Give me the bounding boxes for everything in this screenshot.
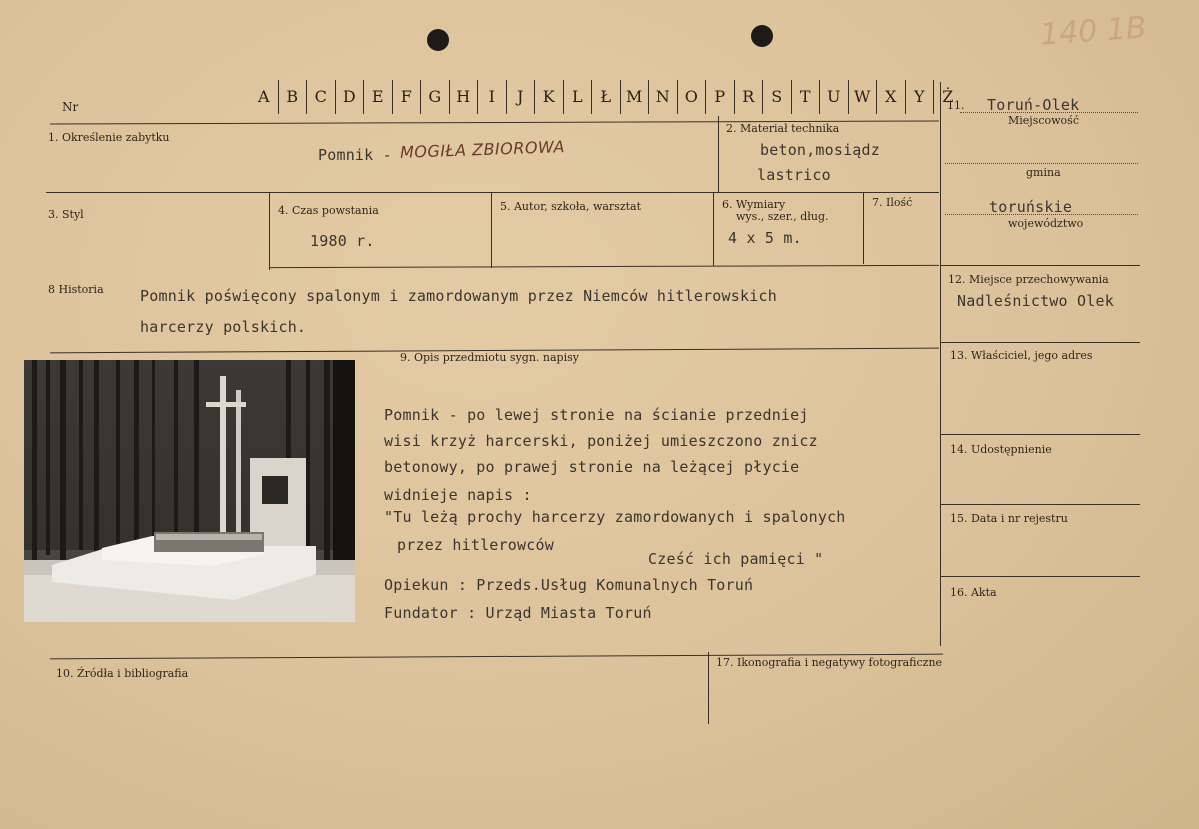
alphabet-letter-c: C (307, 80, 336, 114)
alphabet-letter-i: I (478, 80, 507, 114)
alphabet-letter-e: E (364, 80, 393, 114)
field-12-label: 12. Miejsce przechowywania (948, 273, 1109, 286)
rule-f5-f6 (713, 192, 714, 266)
alphabet-letter-y: Y (906, 80, 935, 114)
field-4-label: 4. Czas powstania (278, 204, 379, 217)
rule-f1-f2 (718, 116, 719, 192)
alphabet-letter-j: J (507, 80, 536, 114)
field-11-locality-value: Toruń-Olek (987, 96, 1080, 114)
dotted-gmina (945, 163, 1138, 164)
rule-right-4 (940, 504, 1140, 505)
field-11-gmina-sublabel: gmina (1026, 166, 1061, 179)
field-9-line-9: Fundator : Urząd Miasta Toruń (384, 604, 652, 622)
alphabet-letter-k: K (535, 80, 564, 114)
field-13-label: 13. Właściciel, jego adres (950, 349, 1093, 362)
alphabet-letter-s: S (763, 80, 792, 114)
alphabet-letter-x: X (877, 80, 906, 114)
field-1-value-typed: Pomnik - (318, 146, 392, 164)
alphabet-letter-t: T (792, 80, 821, 114)
field-11-locality-sublabel: Miejscowość (1008, 114, 1079, 127)
alphabet-letter-g: G (421, 80, 450, 114)
field-5-label: 5. Autor, szkoła, warsztat (500, 200, 642, 213)
alphabet-letter-ż: Ż (942, 87, 954, 106)
field-4-value: 1980 r. (310, 232, 375, 250)
field-8-line1: Pomnik poświęcony spalonym i zamordowanym przez Niemców hitlerowskich (140, 287, 777, 305)
field-9-line-3: betonowy, po prawej stronie na leżącej płycie (384, 458, 800, 476)
punch-hole-left (427, 29, 449, 51)
alphabet-letter-r: R (735, 80, 764, 114)
field-9-line-5: "Tu leżą prochy harcerzy zamordowanych i spalonych (384, 508, 846, 526)
field-1-label: 1. Określenie zabytku (48, 131, 170, 144)
field-11-voivodeship-value: toruńskie (989, 198, 1073, 216)
rule-f4-f5 (491, 192, 492, 268)
rule-f6-f7 (863, 192, 864, 264)
field-2-label: 2. Materiał technika (726, 122, 840, 135)
field-11-label: 11. (947, 99, 965, 112)
field-9-label: 9. Opis przedmiotu sygn. napisy (400, 351, 579, 364)
field-9-line-6: przez hitlerowców (397, 536, 554, 554)
rule-right-3 (940, 434, 1140, 435)
alphabet-letter-l: L (564, 80, 593, 114)
alphabet-letter-o: O (678, 80, 707, 114)
field-9-line-1: Pomnik - po lewej stronie na ścianie przedniej (384, 406, 809, 424)
alphabet-letter-h: H (450, 80, 479, 114)
field-7-label: 7. Ilość (872, 196, 913, 209)
field-12-value: Nadleśnictwo Olek (957, 292, 1114, 310)
field-17-label: 17. Ikonografia i negatywy fotograficzne (716, 656, 943, 669)
field-6-label-line1: 6. Wymiary (722, 198, 786, 211)
rule-f10-f17 (708, 652, 709, 724)
field-1-value-handwritten: MOGIŁA ZBIOROWA (399, 137, 566, 162)
alphabet-letter-u: U (820, 80, 849, 114)
rule-row2-bottom (270, 265, 939, 268)
field-2-value-line1: beton,mosiądz (760, 141, 880, 159)
field-2-value-line2: lastrico (757, 166, 831, 184)
monument-photograph (24, 360, 355, 622)
alphabet-letter-w: W (849, 80, 878, 114)
field-11-voivodeship-sublabel: województwo (1008, 217, 1084, 230)
alphabet-letter-f: F (393, 80, 422, 114)
alphabet-letter-ł: Ł (592, 80, 621, 114)
rule-right-5 (940, 576, 1140, 577)
field-9-line-8: Opiekun : Przeds.Usług Komunalnych Toruń (384, 576, 754, 594)
alphabet-letter-n: N (649, 80, 678, 114)
alphabet-letter-b: B (279, 80, 308, 114)
field-6-label-line2: wys., szer., dług. (736, 210, 829, 223)
alphabet-letter-d: D (336, 80, 365, 114)
field-16-label: 16. Akta (950, 586, 997, 599)
nr-label: Nr (62, 100, 79, 114)
field-15-label: 15. Data i nr rejestru (950, 512, 1068, 525)
alphabet-letter-m: M (621, 80, 650, 114)
rule-right-2 (940, 342, 1140, 343)
rule-row1-bottom (46, 192, 939, 193)
field-6-value: 4 x 5 m. (728, 229, 802, 247)
punch-hole-right (751, 25, 773, 47)
field-9-line-2: wisi krzyż harcerski, poniżej umieszczono znicz (384, 432, 818, 450)
field-9-line-4: widnieje napis : (384, 486, 532, 504)
field-9-line-7: Cześć ich pamięci " (648, 550, 824, 568)
field-3-label: 3. Styl (48, 208, 84, 221)
alphabet-index-strip (250, 80, 962, 114)
rule-main-right (940, 82, 941, 646)
alphabet-letter-a: A (250, 80, 279, 114)
monument-photo-image (24, 360, 355, 622)
catalog-number: 140 1B (1038, 10, 1148, 53)
rule-right-1 (940, 265, 1140, 266)
field-10-label: 10. Źródła i bibliografia (56, 667, 189, 680)
field-14-label: 14. Udostępnienie (950, 443, 1052, 456)
alphabet-letter-p: P (706, 80, 735, 114)
field-8-label: 8 Historia (48, 283, 104, 296)
rule-f3-f4 (269, 192, 270, 270)
field-8-line2: harcerzy polskich. (140, 318, 307, 336)
